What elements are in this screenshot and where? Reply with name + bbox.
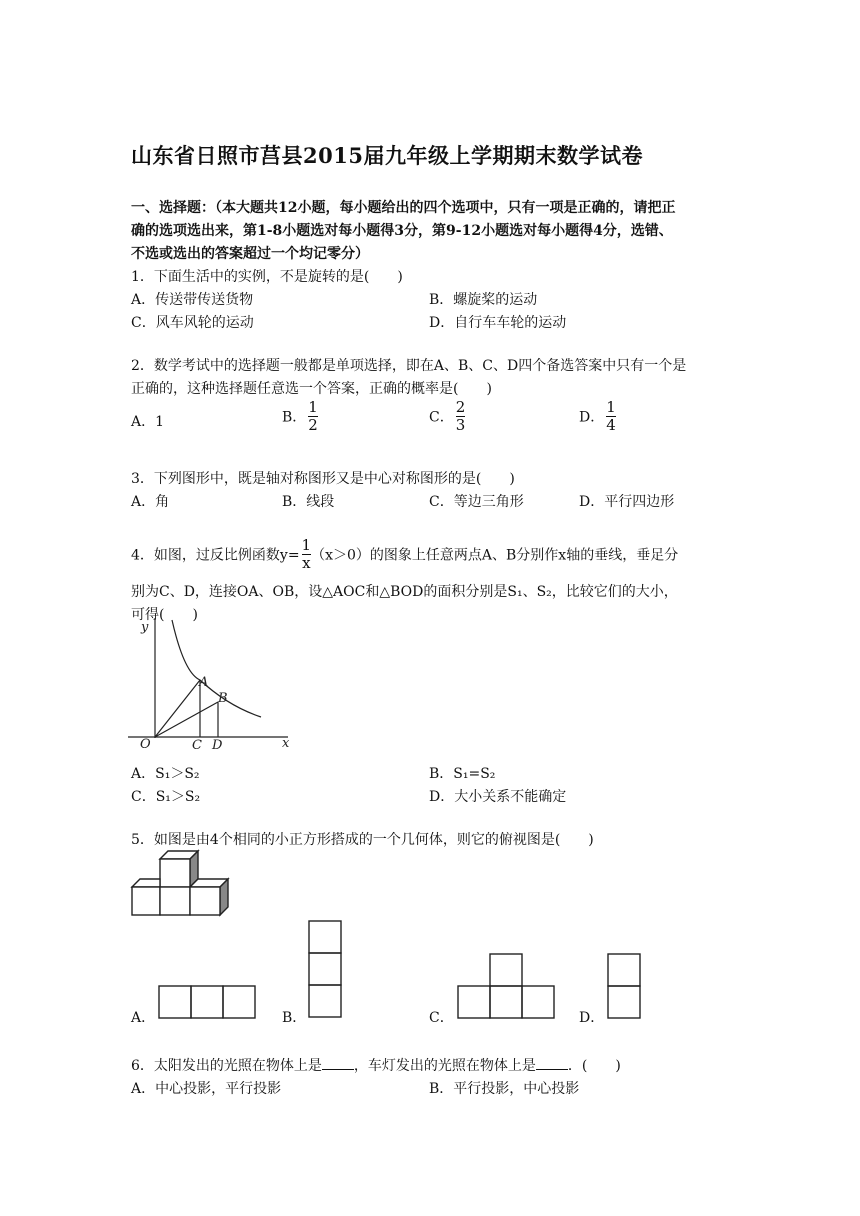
graph-label-c: C: [192, 738, 202, 753]
q2-option-d: [579, 400, 616, 433]
q5-option-b-figure: [308, 920, 343, 1020]
q3-stem: 3．下列图形中，既是轴对称图形又是中心对称图形的是( ): [131, 471, 515, 487]
segment-ob: [155, 702, 218, 737]
q2-option-d-fraction: [606, 400, 616, 433]
fraction-numerator: 1: [301, 536, 312, 554]
graph-label-d: D: [212, 738, 223, 753]
section-instructions-line3: 不选或选出的答案超过一个均记零分）: [131, 246, 369, 262]
q4-option-a: A．S₁＞S₂: [131, 766, 200, 782]
q5-option-d-figure: [607, 953, 642, 1020]
q1-option-c: C．风车风轮的运动: [131, 315, 254, 331]
q2-option-b: [282, 400, 318, 433]
q3-option-b: B．线段: [282, 494, 335, 510]
graph-label-a: A: [199, 675, 209, 690]
q6-option-a: A．中心投影，平行投影: [131, 1081, 282, 1097]
q2-option-b-fraction: [308, 400, 318, 433]
section-instructions-line1: 一、选择题：（本大题共12小题，每小题给出的四个选项中，只有一项是正确的，请把正: [131, 200, 676, 216]
q3-option-a: A．角: [131, 494, 170, 510]
q5-option-b-label: B．: [282, 1010, 307, 1026]
graph-label-x: x: [282, 736, 290, 751]
q4-stem-pre: 4．如图，过反比例函数y=: [131, 547, 300, 564]
q2-option-b-label: B．: [282, 409, 307, 426]
fraction-numerator: 1: [606, 398, 616, 416]
fraction-denominator: x: [302, 554, 311, 572]
q4-option-b: B．S₁=S₂: [429, 766, 496, 782]
graph-label-y: y: [141, 620, 149, 635]
q5-option-c-figure: [457, 953, 557, 1020]
q5-stem: 5．如图是由4个相同的小正方形搭成的一个几何体，则它的俯视图是( ): [131, 832, 594, 848]
q2-stem-line1: 2．数学考试中的选择题一般都是单项选择，即在A、B、C、D四个备选答案中只有一个是: [131, 358, 687, 374]
q2-option-d-label: D．: [579, 409, 605, 426]
fraction-denominator: 3: [455, 416, 466, 434]
q3-option-c: C．等边三角形: [429, 494, 524, 510]
q6-option-b: B．平行投影，中心投影: [429, 1081, 580, 1097]
segment-oa: [155, 680, 200, 737]
q4-option-d: D．大小关系不能确定: [429, 789, 567, 805]
fraction-denominator: 4: [606, 416, 616, 434]
graph-label-b: B: [218, 691, 228, 706]
q2-stem-line2: 正确的，这种选择题任意选一个答案，正确的概率是( ): [131, 381, 492, 397]
q2-option-c-label: C．: [429, 409, 454, 426]
q5-option-a-figure: [158, 985, 258, 1020]
q6-stem-pre: 6．太阳发出的光照在物体上是: [131, 1058, 322, 1074]
q4-stem-line1: [131, 538, 678, 571]
fraction-numerator: 2: [455, 398, 466, 416]
page-title: 山东省日照市莒县2015届九年级上学期期末数学试卷: [131, 143, 643, 168]
q1-option-d: D．自行车车轮的运动: [429, 315, 567, 331]
q4-function-fraction: [302, 538, 312, 571]
section-instructions-line2: 确的选项选出来，第1-8小题选对每小题得3分，第9-12小题选对每小题得4分，选错、: [131, 223, 673, 239]
q1-stem: 1．下面生活中的实例，不是旋转的是( ): [131, 269, 403, 285]
q4-inverse-function-graph: [128, 618, 298, 758]
graph-label-o: O: [140, 737, 151, 752]
q5-option-c-label: C．: [429, 1010, 454, 1026]
q2-option-c: [429, 400, 465, 433]
fraction-numerator: 1: [308, 398, 318, 416]
q5-option-d-label: D．: [579, 1010, 605, 1026]
q1-option-a: A．传送带传送货物: [131, 292, 254, 308]
q6-stem-post: ．( ): [567, 1058, 621, 1074]
q4-stem-line2: 别为C、D，连接OA、OB，设△AOC和△BOD的面积分别是S₁、S₂，比较它们的大小，: [131, 584, 678, 600]
q4-stem-post: （x＞0）的图象上任意两点A、B分别作x轴的垂线，垂足分: [311, 547, 679, 564]
q5-option-a-label: A．: [131, 1010, 156, 1026]
answer-blank-1: [322, 1057, 354, 1070]
fraction-denominator: 2: [308, 416, 318, 434]
q5-solid-figure: [130, 849, 232, 917]
q6-stem: [131, 1055, 621, 1075]
answer-blank-2: [536, 1057, 568, 1070]
q2-option-a: A．1: [131, 414, 165, 430]
q6-stem-mid: ，车灯发出的光照在物体上是: [353, 1058, 536, 1074]
q2-option-c-fraction: [456, 400, 466, 433]
q1-option-b: B．螺旋桨的运动: [429, 292, 538, 308]
q4-option-c: C．S₁＞S₂: [131, 789, 201, 805]
q4-stem-line3: 可得( ): [131, 607, 198, 623]
q3-option-d: D．平行四边形: [579, 494, 675, 510]
